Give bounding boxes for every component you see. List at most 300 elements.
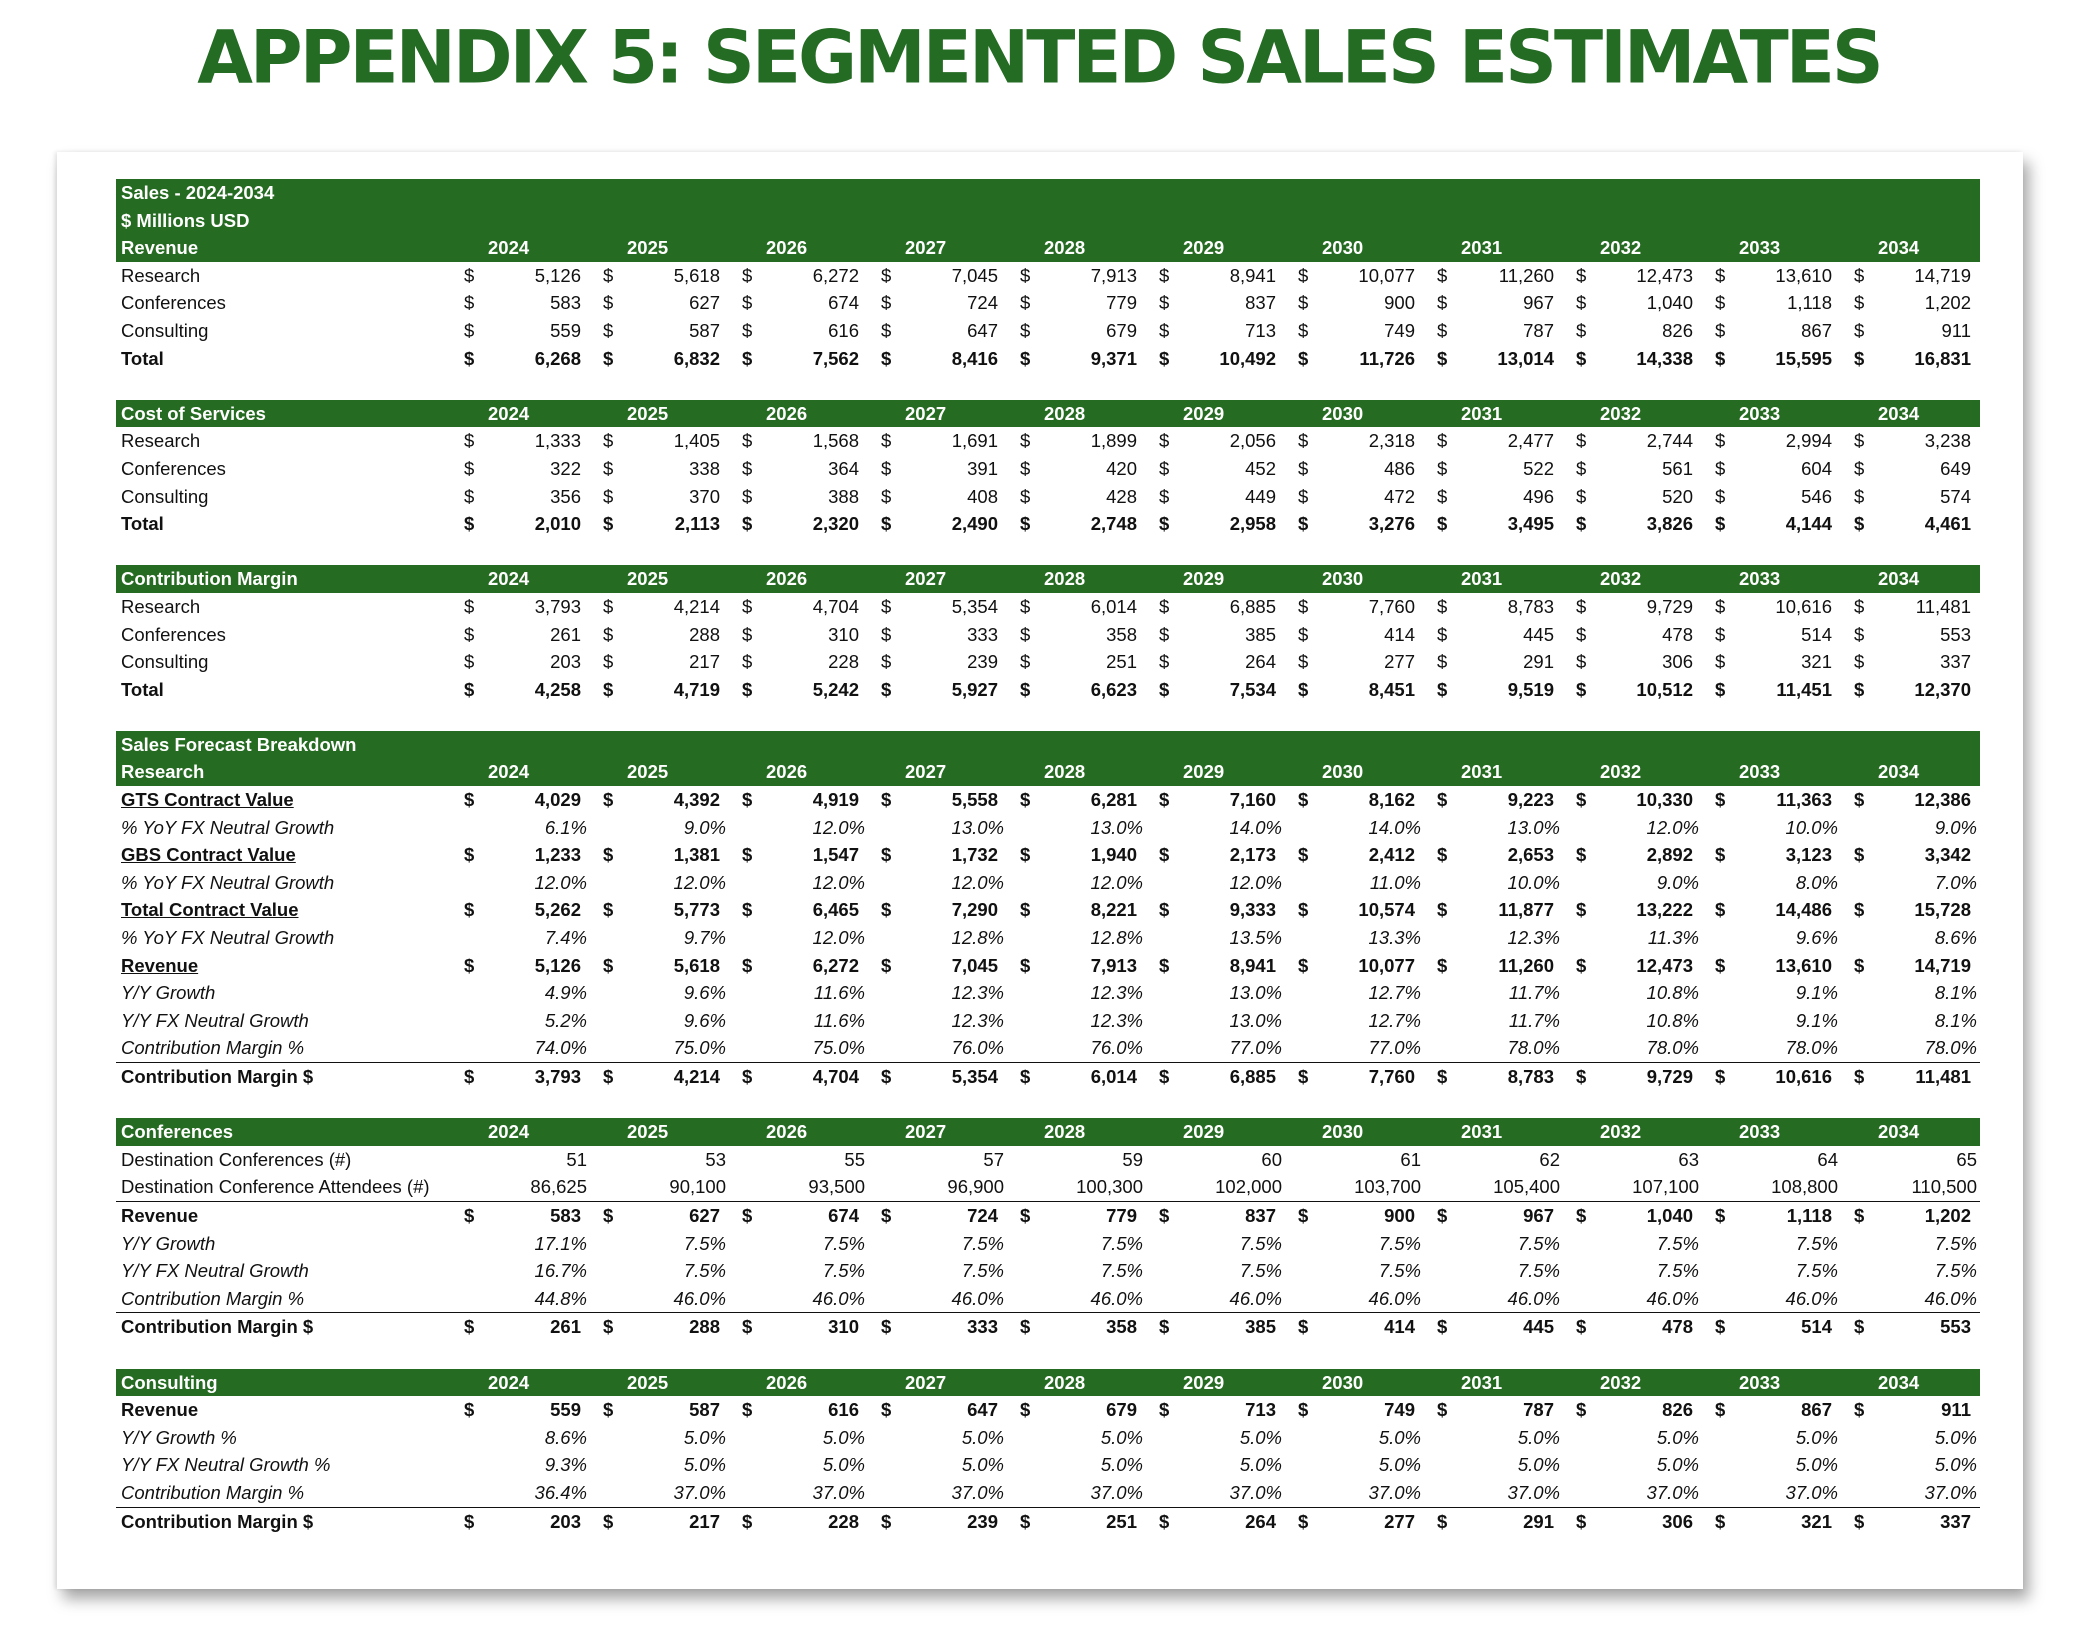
currency-sign: $ <box>1715 789 1726 811</box>
year-header: 2034 <box>1878 402 1920 424</box>
currency-sign: $ <box>603 678 614 700</box>
year-header: 2034 <box>1878 568 1920 590</box>
currency-sign: $ <box>1715 457 1726 479</box>
row-label: Contribution Margin $ <box>121 1316 314 1338</box>
table-cell: 5.2% <box>544 1009 587 1031</box>
row-label: Contribution Margin % <box>121 1287 305 1309</box>
year-header: 2032 <box>1600 402 1642 424</box>
year-header: 2025 <box>627 761 669 783</box>
table-cell: 6,465 <box>812 899 859 921</box>
year-header: 2033 <box>1739 568 1781 590</box>
currency-sign: $ <box>1576 1204 1587 1226</box>
table-cell: 9,729 <box>1646 595 1693 617</box>
table-cell: 452 <box>1245 457 1276 479</box>
table-cell: 7,045 <box>951 954 998 976</box>
table-cell: 10,330 <box>1636 789 1693 811</box>
table-cell: 472 <box>1384 485 1415 507</box>
table-cell: 61 <box>1400 1148 1421 1170</box>
table-cell: 553 <box>1940 623 1971 645</box>
table-cell: 13,014 <box>1497 347 1554 369</box>
currency-sign: $ <box>1020 789 1031 811</box>
table-cell: 749 <box>1384 319 1415 341</box>
currency-sign: $ <box>1715 513 1726 535</box>
currency-sign: $ <box>1854 899 1865 921</box>
table-cell: 7,160 <box>1229 789 1276 811</box>
currency-sign: $ <box>742 264 753 286</box>
year-header: 2029 <box>1183 761 1225 783</box>
table-cell: 51 <box>566 1148 587 1170</box>
table-cell: 2,653 <box>1507 844 1554 866</box>
currency-sign: $ <box>1854 1510 1865 1532</box>
table-cell: 46.0% <box>1090 1287 1143 1309</box>
table-cell: 826 <box>1662 1399 1693 1421</box>
table-cell: 6,272 <box>812 954 859 976</box>
row-label: Research <box>121 595 201 617</box>
currency-sign: $ <box>1854 513 1865 535</box>
currency-sign: $ <box>1576 485 1587 507</box>
year-header: 2026 <box>766 237 808 259</box>
table-cell: 2,173 <box>1229 844 1276 866</box>
table-cell: 8,162 <box>1368 789 1415 811</box>
row-label: Revenue <box>121 1204 199 1226</box>
table-cell: 9,333 <box>1229 899 1276 921</box>
table-cell: 12.0% <box>812 871 865 893</box>
table-cell: 310 <box>828 623 859 645</box>
year-header: 2029 <box>1183 402 1225 424</box>
row-label: Total <box>121 678 164 700</box>
table-cell: 647 <box>967 319 998 341</box>
table-cell: 37.0% <box>1646 1481 1699 1503</box>
currency-sign: $ <box>742 1316 753 1338</box>
table-cell: 86,625 <box>530 1176 587 1198</box>
currency-sign: $ <box>1298 595 1309 617</box>
currency-sign: $ <box>1715 1399 1726 1421</box>
table-cell: 12.0% <box>951 871 1004 893</box>
table-cell: 74.0% <box>534 1037 587 1059</box>
table-cell: 7.5% <box>1934 1260 1977 1282</box>
table-cell: 14,486 <box>1775 899 1832 921</box>
table-cell: 10,077 <box>1358 264 1415 286</box>
row-label: Y/Y Growth % <box>121 1426 237 1448</box>
currency-sign: $ <box>603 1066 614 1087</box>
currency-sign: $ <box>1715 899 1726 921</box>
table-cell: 8,941 <box>1229 954 1276 976</box>
table-cell: 649 <box>1940 457 1971 479</box>
table-cell: 251 <box>1106 651 1137 673</box>
table-cell: 10,512 <box>1636 678 1693 700</box>
row-label: Total <box>121 347 164 369</box>
table-cell: 9.3% <box>544 1454 587 1476</box>
year-header: 2029 <box>1183 1371 1225 1393</box>
table-cell: 779 <box>1106 292 1137 314</box>
currency-sign: $ <box>1854 430 1865 452</box>
table-cell: 787 <box>1523 1399 1554 1421</box>
table-cell: 9.6% <box>683 1009 726 1031</box>
row-label: Contribution Margin $ <box>121 1066 314 1087</box>
section-header-row <box>116 179 1980 207</box>
table-cell: 5.0% <box>1517 1426 1560 1448</box>
currency-sign: $ <box>464 1510 475 1532</box>
table-row <box>116 1312 1980 1341</box>
row-label: $ Millions USD <box>121 209 250 231</box>
year-header: 2033 <box>1739 1121 1781 1143</box>
year-header: 2027 <box>905 237 947 259</box>
row-label: Contribution Margin % <box>121 1037 305 1059</box>
page-title: APPENDIX 5: SEGMENTED SALES ESTIMATES <box>197 14 1881 100</box>
table-cell: 90,100 <box>669 1176 726 1198</box>
year-header: 2032 <box>1600 237 1642 259</box>
currency-sign: $ <box>1576 347 1587 369</box>
table-cell: 217 <box>689 1510 720 1532</box>
currency-sign: $ <box>1715 430 1726 452</box>
table-cell: 337 <box>1940 651 1971 673</box>
table-cell: 9,729 <box>1646 1066 1693 1087</box>
currency-sign: $ <box>1715 1510 1726 1532</box>
currency-sign: $ <box>603 1510 614 1532</box>
table-cell: 13.0% <box>1229 1009 1282 1031</box>
table-cell: 57 <box>983 1148 1004 1170</box>
currency-sign: $ <box>1437 1399 1448 1421</box>
table-cell: 749 <box>1384 1399 1415 1421</box>
row-label: Revenue <box>121 237 199 259</box>
currency-sign: $ <box>1159 1316 1170 1338</box>
currency-sign: $ <box>1854 789 1865 811</box>
currency-sign: $ <box>742 513 753 535</box>
table-cell: 7.5% <box>1239 1232 1282 1254</box>
currency-sign: $ <box>1159 1066 1170 1087</box>
currency-sign: $ <box>464 844 475 866</box>
currency-sign: $ <box>464 651 475 673</box>
table-cell: 7,913 <box>1090 264 1137 286</box>
currency-sign: $ <box>603 430 614 452</box>
table-cell: 826 <box>1662 319 1693 341</box>
currency-sign: $ <box>464 678 475 700</box>
currency-sign: $ <box>1020 1510 1031 1532</box>
row-label: Y/Y FX Neutral Growth <box>121 1260 309 1282</box>
table-cell: 4,214 <box>673 1066 720 1087</box>
table-cell: 370 <box>689 485 720 507</box>
table-cell: 46.0% <box>951 1287 1004 1309</box>
table-cell: 5.0% <box>961 1426 1004 1448</box>
row-label: Conferences <box>121 1121 234 1143</box>
table-cell: 5,354 <box>951 1066 998 1087</box>
year-header: 2029 <box>1183 237 1225 259</box>
table-cell: 2,412 <box>1368 844 1415 866</box>
table-cell: 7,534 <box>1229 678 1276 700</box>
currency-sign: $ <box>1159 1510 1170 1532</box>
currency-sign: $ <box>464 954 475 976</box>
table-cell: 10.0% <box>1785 816 1838 838</box>
currency-sign: $ <box>1020 430 1031 452</box>
currency-sign: $ <box>1298 485 1309 507</box>
currency-sign: $ <box>1298 347 1309 369</box>
currency-sign: $ <box>881 319 892 341</box>
table-row <box>116 1479 1980 1507</box>
table-cell: 37.0% <box>1368 1481 1421 1503</box>
table-cell: 5,927 <box>951 678 998 700</box>
table-cell: 288 <box>689 1316 720 1338</box>
currency-sign: $ <box>742 954 753 976</box>
table-cell: 358 <box>1106 1316 1137 1338</box>
currency-sign: $ <box>1576 1510 1587 1532</box>
table-cell: 837 <box>1245 1204 1276 1226</box>
table-cell: 388 <box>828 485 859 507</box>
row-label: % YoY FX Neutral Growth <box>121 927 335 949</box>
table-cell: 291 <box>1523 651 1554 673</box>
table-cell: 8,451 <box>1368 678 1415 700</box>
table-cell: 8.1% <box>1934 982 1977 1004</box>
table-cell: 1,899 <box>1090 430 1137 452</box>
currency-sign: $ <box>1576 1399 1587 1421</box>
table-cell: 604 <box>1801 457 1832 479</box>
table-row <box>116 455 1980 483</box>
table-cell: 1,040 <box>1646 292 1693 314</box>
table-cell: 107,100 <box>1632 1176 1699 1198</box>
table-cell: 65 <box>1956 1148 1977 1170</box>
table-cell: 2,490 <box>951 513 998 535</box>
table-cell: 2,748 <box>1090 513 1137 535</box>
table-cell: 5.0% <box>1656 1426 1699 1448</box>
spacer-row <box>116 538 1980 566</box>
table-cell: 2,958 <box>1229 513 1276 535</box>
table-cell: 7.5% <box>1517 1232 1560 1254</box>
table-row <box>116 841 1980 869</box>
year-header: 2027 <box>905 402 947 424</box>
currency-sign: $ <box>1437 1066 1448 1087</box>
table-row <box>116 1285 1980 1313</box>
table-cell: 837 <box>1245 292 1276 314</box>
currency-sign: $ <box>742 844 753 866</box>
table-cell: 12,386 <box>1914 789 1971 811</box>
currency-sign: $ <box>881 899 892 921</box>
table-cell: 12.3% <box>1507 927 1560 949</box>
currency-sign: $ <box>1576 457 1587 479</box>
table-row <box>116 1201 1980 1230</box>
currency-sign: $ <box>1576 430 1587 452</box>
currency-sign: $ <box>742 1066 753 1087</box>
row-label: Conferences <box>121 623 226 645</box>
table-cell: 7.5% <box>1100 1232 1143 1254</box>
table-cell: 1,118 <box>1787 292 1832 314</box>
table-cell: 7,913 <box>1090 954 1137 976</box>
currency-sign: $ <box>603 1316 614 1338</box>
year-header: 2031 <box>1461 402 1503 424</box>
currency-sign: $ <box>1020 954 1031 976</box>
currency-sign: $ <box>1854 264 1865 286</box>
table-cell: 55 <box>844 1148 865 1170</box>
currency-sign: $ <box>1576 513 1587 535</box>
table-cell: 5.0% <box>822 1426 865 1448</box>
table-cell: 96,900 <box>947 1176 1004 1198</box>
table-cell: 967 <box>1523 292 1554 314</box>
table-cell: 559 <box>550 319 581 341</box>
year-header: 2024 <box>488 1371 530 1393</box>
year-header: 2025 <box>627 1121 669 1143</box>
spacer-row <box>116 1341 1980 1369</box>
table-cell: 12.8% <box>1090 927 1143 949</box>
table-cell: 59 <box>1122 1148 1143 1170</box>
currency-sign: $ <box>1854 595 1865 617</box>
table-cell: 12.0% <box>812 816 865 838</box>
currency-sign: $ <box>742 651 753 673</box>
row-label: Sales Forecast Breakdown <box>121 733 357 755</box>
table-row <box>116 427 1980 455</box>
table-cell: 1,691 <box>951 430 998 452</box>
table-cell: 11,481 <box>1915 595 1971 617</box>
table-row <box>116 621 1980 649</box>
row-label: Contribution Margin % <box>121 1481 305 1503</box>
year-header: 2033 <box>1739 761 1781 783</box>
table-cell: 6,272 <box>812 264 859 286</box>
table-cell: 37.0% <box>1785 1481 1838 1503</box>
currency-sign: $ <box>1298 899 1309 921</box>
year-header: 2033 <box>1739 1371 1781 1393</box>
table-cell: 4,144 <box>1785 513 1832 535</box>
currency-sign: $ <box>742 623 753 645</box>
table-cell: 11.7% <box>1508 1009 1560 1031</box>
year-header: 2028 <box>1044 237 1086 259</box>
table-cell: 12.7% <box>1368 982 1421 1004</box>
currency-sign: $ <box>1020 1066 1031 1087</box>
table-cell: 5.0% <box>1795 1454 1838 1476</box>
table-cell: 46.0% <box>1646 1287 1699 1309</box>
table-cell: 1,040 <box>1646 1204 1693 1226</box>
row-label: Research <box>121 264 201 286</box>
currency-sign: $ <box>464 1204 475 1226</box>
table-cell: 291 <box>1523 1510 1554 1532</box>
table-cell: 3,793 <box>534 595 581 617</box>
table-cell: 37.0% <box>1090 1481 1143 1503</box>
currency-sign: $ <box>742 319 753 341</box>
currency-sign: $ <box>1715 292 1726 314</box>
table-cell: 11,260 <box>1498 264 1554 286</box>
currency-sign: $ <box>1854 292 1865 314</box>
table-row <box>116 1451 1980 1479</box>
currency-sign: $ <box>1159 899 1170 921</box>
table-cell: 12.0% <box>1090 871 1143 893</box>
row-label: Research <box>121 761 205 783</box>
table-row <box>116 345 1980 373</box>
currency-sign: $ <box>464 899 475 921</box>
currency-sign: $ <box>1854 1204 1865 1226</box>
currency-sign: $ <box>881 264 892 286</box>
currency-sign: $ <box>881 1066 892 1087</box>
table-cell: 4,214 <box>673 595 720 617</box>
table-cell: 12.7% <box>1368 1009 1421 1031</box>
currency-sign: $ <box>881 1510 892 1532</box>
year-header: 2033 <box>1739 237 1781 259</box>
table-cell: 8.0% <box>1795 871 1838 893</box>
table-cell: 4,704 <box>812 595 859 617</box>
table-row <box>116 648 1980 676</box>
table-cell: 356 <box>550 485 581 507</box>
table-cell: 62 <box>1539 1148 1560 1170</box>
table-cell: 7.5% <box>1100 1260 1143 1282</box>
currency-sign: $ <box>1159 264 1170 286</box>
table-cell: 674 <box>828 292 859 314</box>
table-cell: 520 <box>1662 485 1693 507</box>
table-cell: 900 <box>1384 1204 1415 1226</box>
table-cell: 9.7% <box>683 927 726 949</box>
table-cell: 228 <box>828 1510 859 1532</box>
table-cell: 587 <box>689 1399 720 1421</box>
section-header-row <box>116 758 1980 786</box>
currency-sign: $ <box>1715 651 1726 673</box>
table-cell: 911 <box>1941 1399 1971 1421</box>
currency-sign: $ <box>603 623 614 645</box>
year-header: 2027 <box>905 761 947 783</box>
table-row <box>116 924 1980 952</box>
table-cell: 203 <box>550 1510 581 1532</box>
currency-sign: $ <box>1437 651 1448 673</box>
table-cell: 13,222 <box>1636 899 1693 921</box>
currency-sign: $ <box>464 264 475 286</box>
table-cell: 37.0% <box>1507 1481 1560 1503</box>
currency-sign: $ <box>1159 292 1170 314</box>
table-cell: 14.0% <box>1229 816 1282 838</box>
table-cell: 616 <box>828 1399 859 1421</box>
year-header: 2032 <box>1600 1121 1642 1143</box>
currency-sign: $ <box>1715 844 1726 866</box>
currency-sign: $ <box>1854 347 1865 369</box>
table-cell: 5.0% <box>1378 1426 1421 1448</box>
table-cell: 46.0% <box>673 1287 726 1309</box>
year-header: 2027 <box>905 1121 947 1143</box>
table-cell: 6,623 <box>1090 678 1137 700</box>
year-header: 2024 <box>488 1121 530 1143</box>
currency-sign: $ <box>464 319 475 341</box>
table-cell: 7.5% <box>822 1232 865 1254</box>
currency-sign: $ <box>1020 485 1031 507</box>
currency-sign: $ <box>1020 292 1031 314</box>
currency-sign: $ <box>1715 623 1726 645</box>
table-cell: 12.3% <box>951 1009 1004 1031</box>
currency-sign: $ <box>1437 1204 1448 1226</box>
table-cell: 5.0% <box>1239 1426 1282 1448</box>
currency-sign: $ <box>1298 1066 1309 1087</box>
table-cell: 1,202 <box>1924 292 1971 314</box>
currency-sign: $ <box>881 623 892 645</box>
table-cell: 15,595 <box>1775 347 1832 369</box>
table-cell: 75.0% <box>673 1037 726 1059</box>
table-cell: 7.5% <box>1656 1260 1699 1282</box>
year-header: 2030 <box>1322 568 1364 590</box>
table-cell: 46.0% <box>1924 1287 1977 1309</box>
table-cell: 4,704 <box>812 1066 859 1087</box>
year-header: 2026 <box>766 568 808 590</box>
year-header: 2030 <box>1322 1121 1364 1143</box>
currency-sign: $ <box>1020 457 1031 479</box>
table-cell: 277 <box>1384 651 1415 673</box>
row-label: Sales - 2024-2034 <box>121 182 275 203</box>
table-cell: 7.5% <box>1795 1260 1838 1282</box>
table-row <box>116 1230 1980 1258</box>
currency-sign: $ <box>603 1399 614 1421</box>
table-cell: 6,281 <box>1090 789 1137 811</box>
currency-sign: $ <box>881 844 892 866</box>
table-cell: 2,320 <box>812 513 859 535</box>
year-header: 2026 <box>766 761 808 783</box>
table-cell: 17.1% <box>534 1232 587 1254</box>
row-label: Y/Y FX Neutral Growth % <box>121 1454 331 1476</box>
table-cell: 1,568 <box>812 430 859 452</box>
table-cell: 5.0% <box>961 1454 1004 1476</box>
table-cell: 239 <box>967 1510 998 1532</box>
table-cell: 364 <box>828 457 859 479</box>
currency-sign: $ <box>881 1399 892 1421</box>
currency-sign: $ <box>1437 264 1448 286</box>
table-cell: 13.0% <box>1229 982 1282 1004</box>
